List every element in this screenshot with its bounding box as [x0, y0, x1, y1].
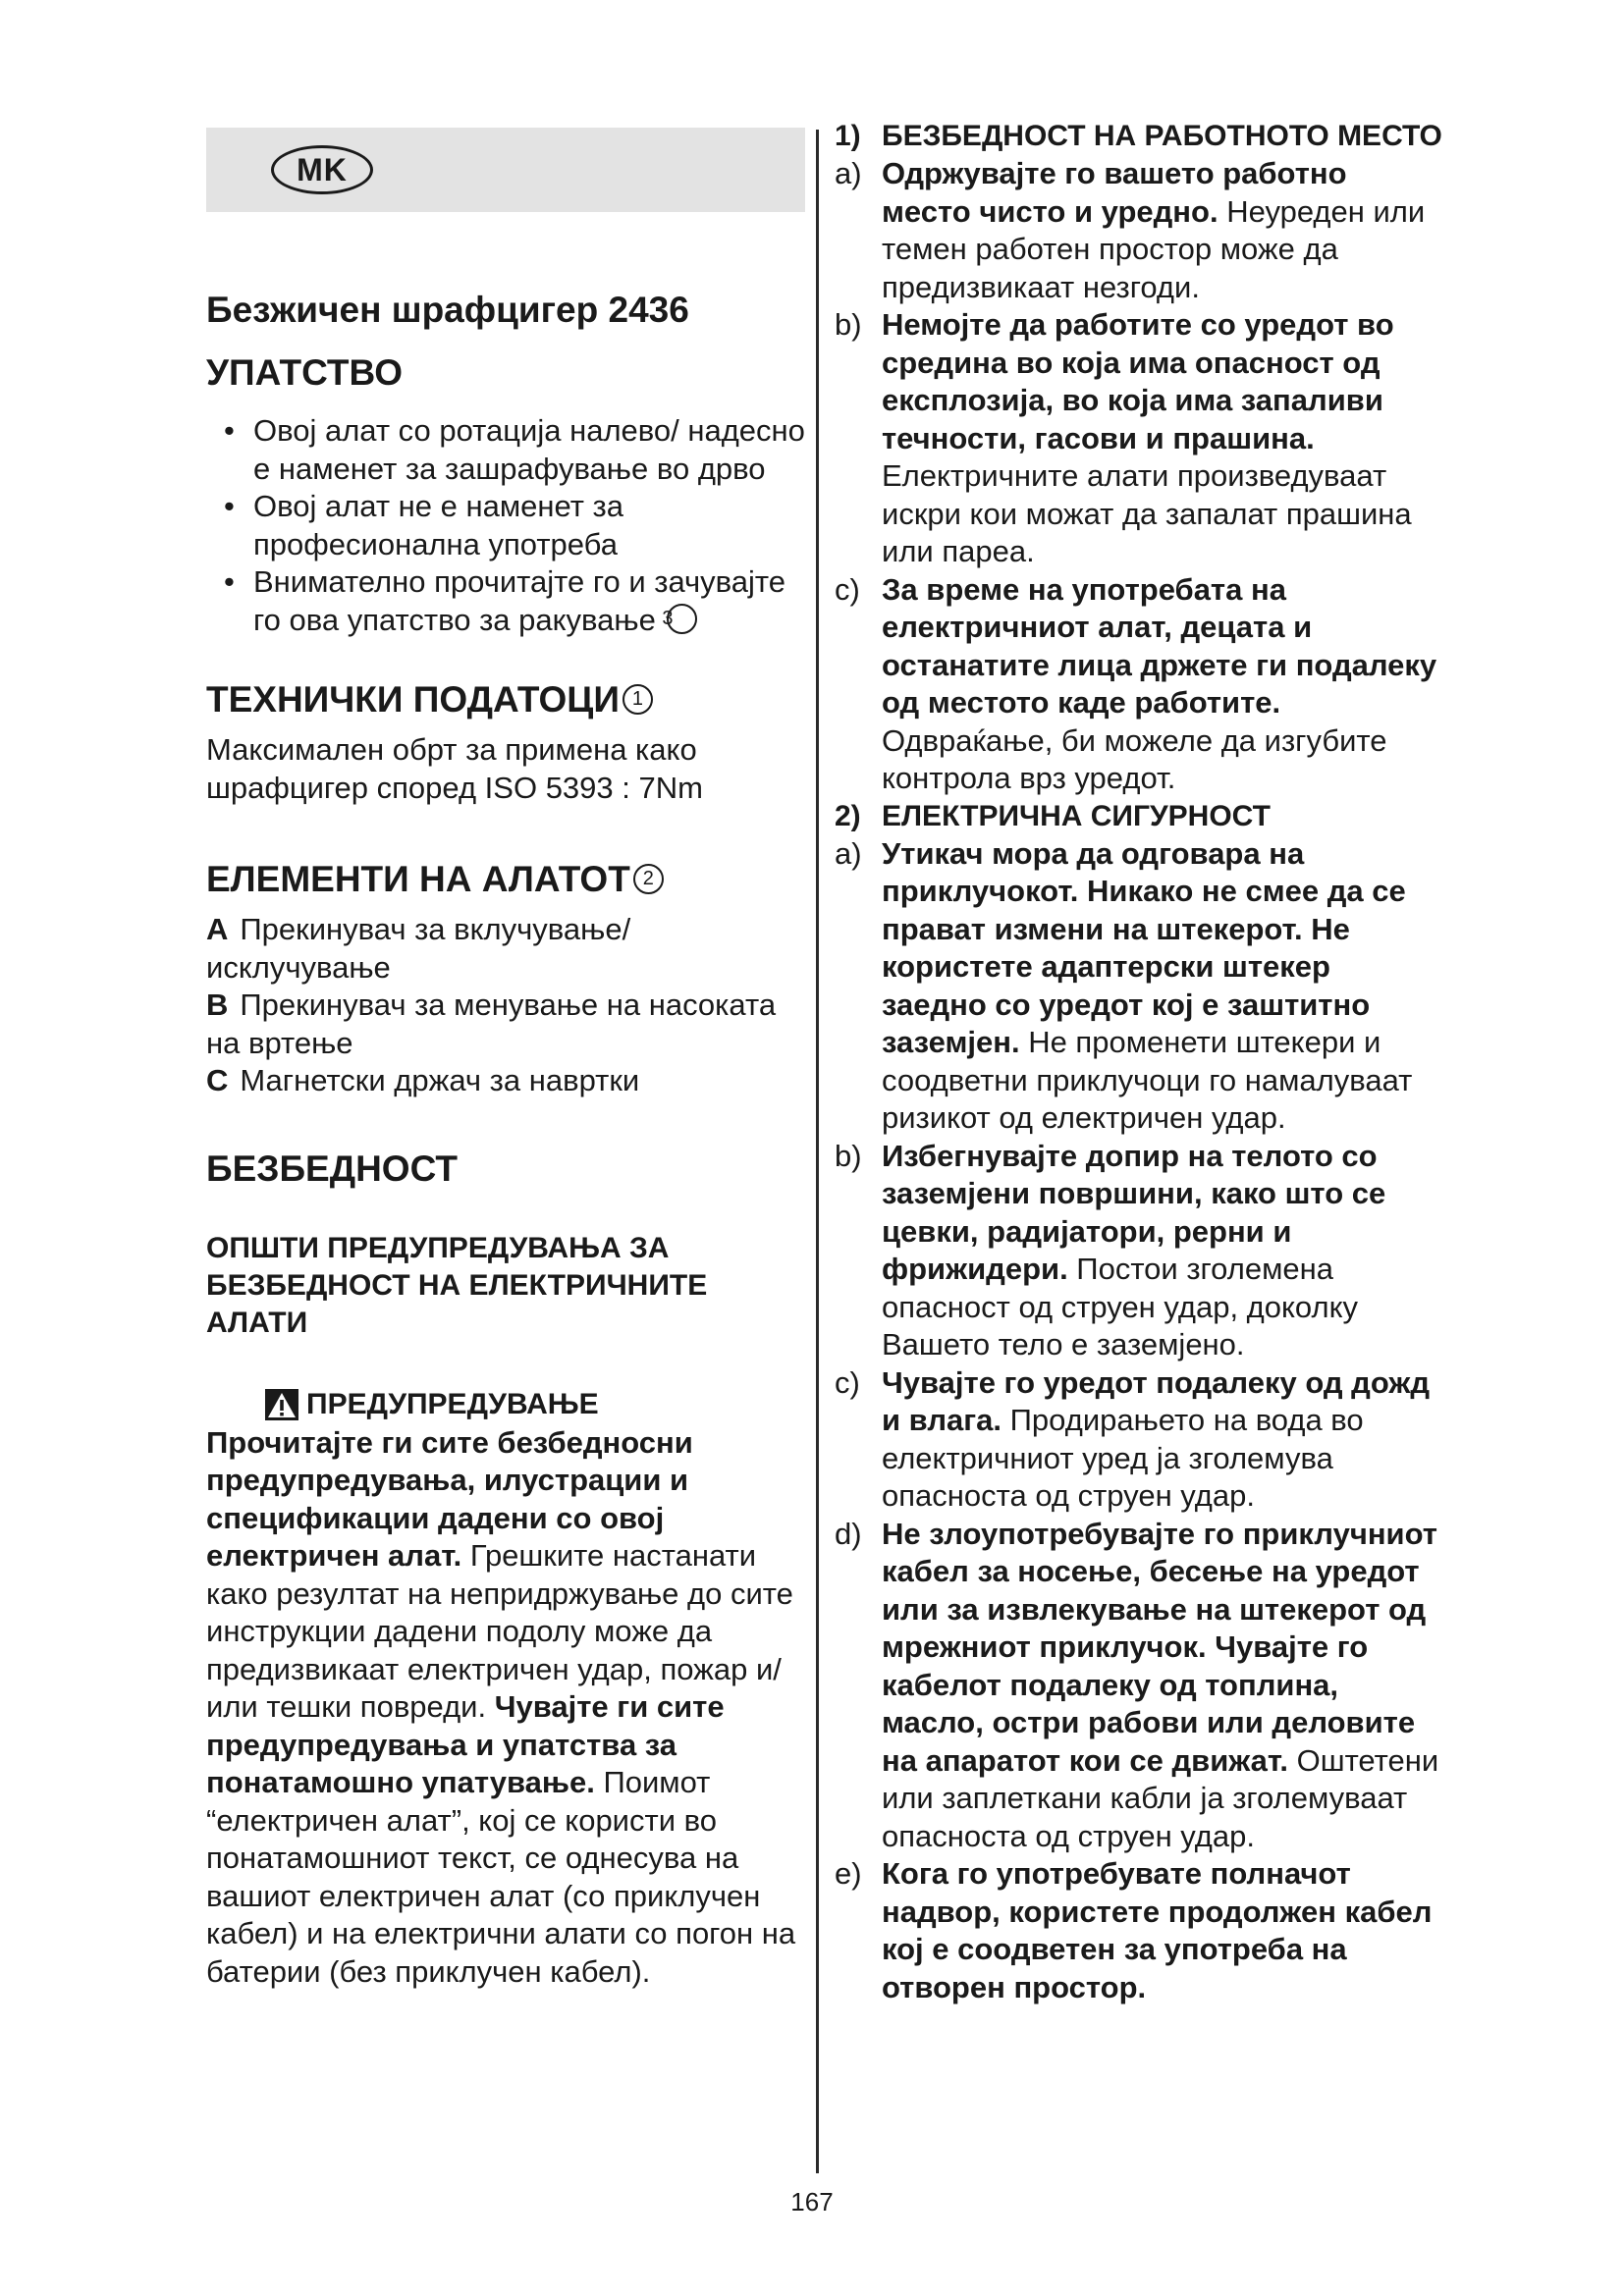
safety-heading: БЕЗБЕДНОСТ [206, 1148, 458, 1189]
column-divider [816, 130, 819, 2173]
electrical-safety-heading: 2) ЕЛЕКТРИЧНА СИГУРНОСТ [835, 799, 1271, 832]
tool-elements-heading: ЕЛЕМЕНТИ НА АЛАТОТ 2 [206, 858, 805, 901]
list-item: e) Кога го употребувате полначот надвор, користете продолжен кабел кој е соодветен за употреба на отворен простор. [835, 1856, 1433, 2004]
figure-ref-3: 3 [667, 604, 697, 634]
tool-elements-list [206, 911, 805, 1100]
warning-label: ПРЕДУПРЕДУВАЊЕ [265, 1385, 805, 1424]
page-number: 167 [790, 2187, 834, 2216]
list-item: • Овој алат со ротација налево/ надесно е наменет за зашрафување во дрво [224, 413, 805, 486]
left-column [206, 128, 805, 1991]
list-item: • Овој алат не е наменет за професионална употреба [224, 489, 624, 561]
list-item: d) Не злоупотребувајте го приклучниот кабел за носење, бесење на уредот или за извлекување на штекерот од мрежниот приклучок. Чувајте го кабелот подалеку од топлина, масло, остри рабови или деловите на апаратот кои се движат. Оштетени или заплеткани кабли ја зголемуваат опасноста од струен удар. [835, 1516, 1439, 1853]
list-item: a) Одржувајте го вашето работно место чисто и уредно. Неуреден или темен работен простор може да предизвикаат незгоди. [835, 156, 1426, 304]
list-item: B Прекинувач за менување на насоката на вртење [206, 988, 777, 1060]
warning-icon [265, 1389, 298, 1420]
general-warnings-heading: ОПШТИ ПРЕДУПРЕДУВАЊА ЗА БЕЗБЕДНОСТ НА ЕЛЕКТРИЧНИТЕ АЛАТИ [206, 1231, 708, 1339]
list-item: C Магнетски држач за навртки [206, 1063, 640, 1097]
list-item: b) Избегнувајте допир на телото со заземјени површини, како што се цевки, радијатори, рерни и фрижидери. Постои зголемена опасност од струен удар, доколку Вашето тело е заземјено. [835, 1138, 1386, 1362]
product-title: Безжичен шрафцигер 2436 [206, 290, 689, 330]
technical-data-text: Максимален обрт за примена како шрафцигер според ISO 5393 : 7Nm [206, 732, 703, 805]
list-item: b) Немојте да работите со уредот во средина во која има опасност од експлозија, во која има запаливи течности, гасови и прашина. Електричните алати произведуваат искри кои можат да запалат прашина или пареа. [835, 307, 1412, 568]
list-item: A Прекинувач за вклучување/ исклучување [206, 912, 631, 985]
language-badge: MK [271, 145, 373, 194]
right-column [835, 118, 1443, 2006]
instructions-list [206, 412, 805, 639]
list-item: c) Чувајте го уредот подалеку од дожд и влага. Продирањето на вода во електричниот уред ја зголемува опасноста од струен удар. [835, 1364, 1430, 1513]
technical-data-heading: ТЕХНИЧКИ ПОДАТОЦИ 1 [206, 678, 805, 721]
figure-ref-1: 1 [623, 684, 653, 715]
instructions-heading: УПАТСТВО [206, 352, 404, 393]
list-item: a) Утикач мора да одговара на приклучокот. Никако не смее да се прават измени на штекерот. Не користете адаптерски штекер заедно со уредот кој е заштитно заземјен. Не променети штекери и соодветни приклучоци го намалуваат ризикот од електричен удар. [835, 835, 1413, 1135]
general-warning-paragraph: Прочитајте ги сите безбедносни предупредувања, илустрации и спецификации дадени со овој електричен алат. Грешките настанати како резултат на непридржување до сите инструкции дадени подолу може да предизвикаат електричен удар, пожар и/или тешки повреди. Чувајте ги сите предупредувања и упатства за понатамошно упатување. Поимот “електричен алат”, кој се користи во понатамошниот текст, се однесува на вашиот електричен алат (со приклучен кабел) и на електрични алати со погон на батерии (без приклучен кабел). [206, 1424, 796, 1989]
list-item: • Внимателно прочитајте го и зачувајте го ова упатство за ракување 3 [224, 564, 786, 637]
list-item: c) За време на употребата на електричниот алат, децата и останатите лица држете ги подалеку од местото каде работите. Одвраќање, би можеле да изгубите контрола врз уредот. [835, 571, 1437, 795]
work-area-heading: 1) БЕЗБЕДНОСТ НА РАБОТНОТО МЕСТО [835, 120, 1442, 152]
figure-ref-2: 2 [633, 864, 664, 894]
language-band [206, 128, 805, 212]
